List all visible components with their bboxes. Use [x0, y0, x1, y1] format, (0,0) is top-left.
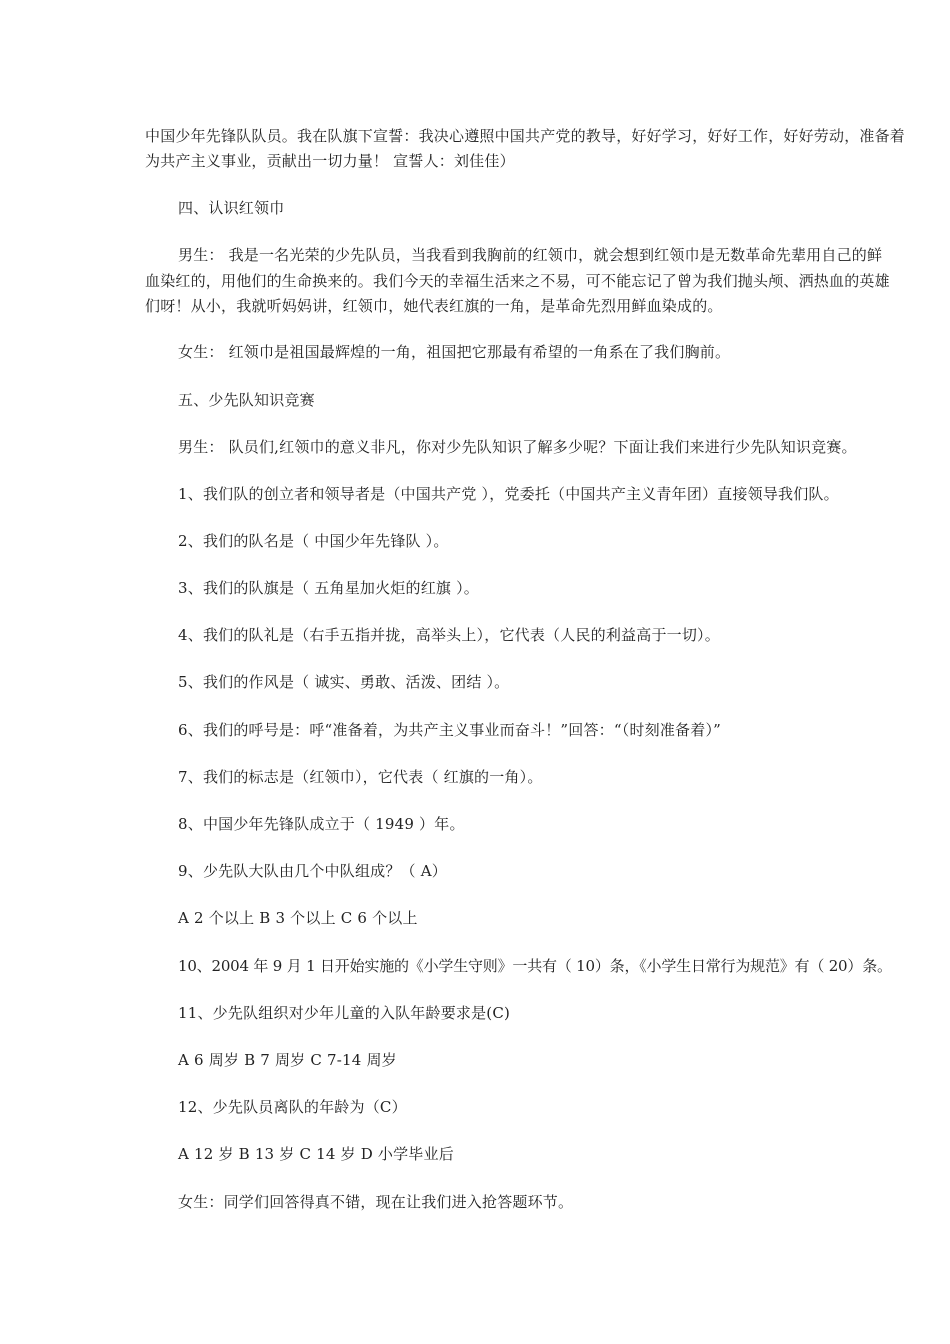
quiz-item: 3、我们的队旗是（ 五角星加火炬的红旗 ）。: [178, 579, 479, 597]
quiz-item: 2、我们的队名是（ 中国少年先锋队 ）。: [178, 532, 449, 550]
quiz-item: 1、我们队的创立者和领导者是（中国共产党 ），党委托（中国共产主义青年团）直接领导我们队。: [178, 485, 839, 503]
quiz-item: 8、中国少年先锋队成立于（ 1949 ）年。: [178, 815, 465, 833]
quiz-item: 4、我们的队礼是（右手五指并拢，高举头上），它代表（人民的利益高于一切）。: [178, 626, 720, 644]
quiz-item: 5、我们的作风是（ 诚实、勇敢、活泼、团结 ）。: [178, 673, 510, 691]
section-4-heading: 四、认识红领巾: [178, 199, 285, 217]
boy-speech-1-line-3: 们呀！从小，我就听妈妈讲，红领巾，她代表红旗的一角，是革命先烈用鲜血染成的。: [145, 297, 723, 315]
section-5-heading: 五、少先队知识竞赛: [178, 391, 315, 409]
quiz-item: 6、我们的呼号是：呼“准备着，为共产主义事业而奋斗！”回答：“（时刻准备着）”: [178, 721, 722, 739]
quiz-item: 7、我们的标志是（红领巾），它代表（ 红旗的一角）。: [178, 768, 543, 786]
boy-speech-1-line-1: 男生： 我是一名光荣的少先队员，当我看到我胸前的红领巾，就会想到红领巾是无数革命先辈用自己的鲜: [178, 246, 883, 264]
oath-line-1: 中国少年先锋队队员。我在队旗下宣誓：我决心遵照中国共产党的教导，好好学习，好好工作，好好劳动，准备着: [145, 127, 906, 145]
quiz-item: 10、2004 年 9 月 1 日开始实施的《小学生守则》一共有（ 10）条，《小学生日常行为规范》有（ 20）条。: [178, 957, 892, 975]
oath-line-2: 为共产主义事业，贡献出一切力量！ 宣誓人：刘佳佳）: [145, 152, 515, 170]
boy-speech-1-line-2: 血染红的，用他们的生命换来的。我们今天的幸福生活来之不易，可不能忘记了曾为我们抛头颅、洒热血的英雄: [145, 272, 890, 290]
quiz-options: A 2 个以上 B 3 个以上 C 6 个以上: [178, 909, 418, 927]
girl-speech-1: 女生： 红领巾是祖国最辉煌的一角，祖国把它那最有希望的一角系在了我们胸前。: [178, 343, 731, 361]
quiz-options: A 12 岁 B 13 岁 C 14 岁 D 小学毕业后: [178, 1145, 454, 1163]
quiz-item: 11、少先队组织对少年儿童的入队年龄要求是(C): [178, 1004, 511, 1022]
quiz-item: 9、少先队大队由几个中队组成？（ A）: [178, 862, 447, 880]
quiz-item: 12、少先队员离队的年龄为（C）: [178, 1098, 407, 1116]
quiz-options: A 6 周岁 B 7 周岁 C 7-14 周岁: [178, 1051, 397, 1069]
boy-speech-2: 男生： 队员们,红领巾的意义非凡，你对少先队知识了解多少呢？下面让我们来进行少先队知识竞赛。: [178, 438, 857, 456]
girl-speech-2: 女生：同学们回答得真不错，现在让我们进入抢答题环节。: [178, 1193, 574, 1211]
